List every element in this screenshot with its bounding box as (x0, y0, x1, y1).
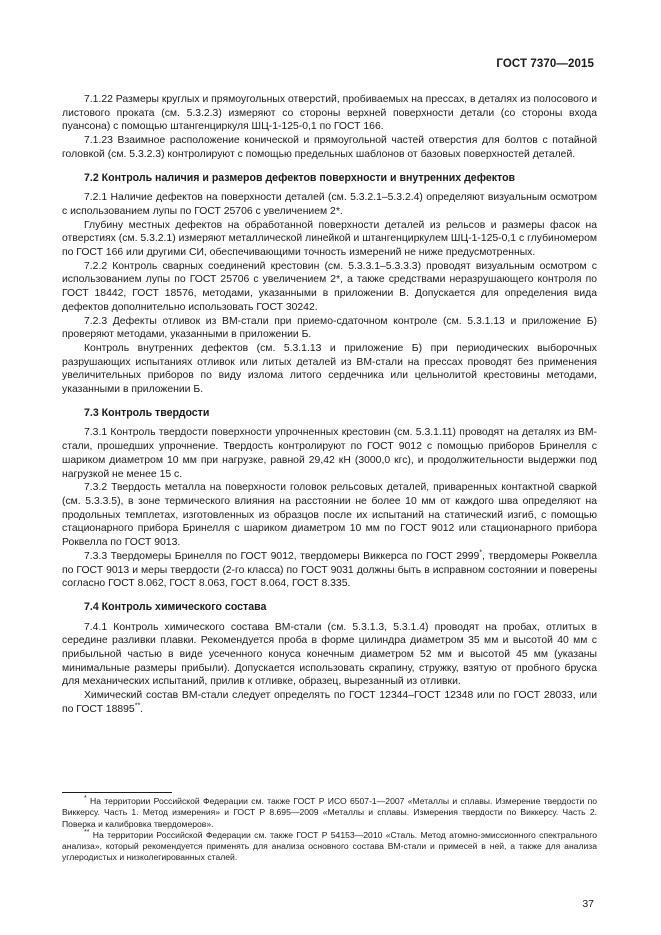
section-heading-7-3: 7.3 Контроль твердости (84, 406, 210, 419)
paragraph-7-4-1b-text-b: . (140, 703, 144, 715)
main-text (62, 93, 597, 717)
paragraph-7-2-3-continued: Контроль внутренних дефектов (см. 5.3.1.13 и приложение Б) при периодических выборочных разрушающих испытаниях отливок или литых деталей из ВМ-стали на прессах проводят без применения увеличительных приборов по виду излома литого сердечника или цельнолитой крестовины методами, указанными в приложении Б. (62, 342, 597, 396)
section-heading-7-2: 7.2 Контроль наличия и размеров дефектов поверхности и внутренних дефектов (84, 171, 516, 184)
paragraph-7-3-3 (62, 550, 597, 591)
paragraph-7-2-1: 7.2.1 Наличие дефектов на поверхности деталей (см. 5.3.2.1–5.3.2.4) определяют визуальным осмотром с использованием лупы по ГОСТ 25706 с увеличением 2*. (62, 192, 597, 217)
paragraph-7-4-1b-text-a: Химический состав ВМ-стали следует определять по ГОСТ 12344–ГОСТ 12348 или по ГОСТ 28033, или по ГОСТ 18895 (62, 690, 597, 715)
footnote-1-text: На территории Российской Федерации см. также ГОСТ Р ИСО 6507-1—2007 «Металлы и сплавы. Измерение твердости по Виккерсу. Часть 1. Метод измерения» и ГОСТ Р 8.695—2009 «Металлы и сплавы. Измерения твердости по Виккерсу. Часть 2. Поверка и калибровка твердомеров». (62, 796, 597, 829)
section-heading-7-4: 7.4 Контроль химического состава (84, 600, 267, 613)
footnote-1 (62, 796, 597, 830)
page-number: 37 (582, 898, 594, 910)
paragraph-7-3-2: 7.3.2 Твердость металла на поверхности головок рельсовых деталей, приваренных контактной сваркой (см. 5.3.3.5), в зоне термического влияния на расстоянии не более 10 мм от каждого шва определяют на продольных темплетах, изготовленных из образцов после их испытаний на статический изгиб, с помощью стационарного прибора Бринелля с шариком диаметром 10 мм по ГОСТ 9012 или стационарного прибора Роквелла по ГОСТ 9013. (62, 482, 597, 549)
footnote-2 (62, 830, 597, 864)
paragraph-7-2-1-continued: Глубину местных дефектов на обработанной поверхности деталей из рельсов и размеры фасок на отверстиях (см. 5.3.2.1) измеряют металлической линейкой и штангенциркулем ШЦ-1-125-0,1 с глубиномером по ГОСТ 166 или другими СИ, обеспечивающими точность измерений не ниже предусмотренных. (62, 219, 597, 259)
paragraph-7-4-1: 7.4.1 Контроль химического состава ВМ-стали (см. 5.3.1.3, 5.3.1.4) проводят на пробах, отлитых в середине разливки плавки. Рекомендуется проба в форме цилиндра диаметром 35 мм и высотой 40 мм с прибыльной частью в виде усеченного конуса конечным диаметром 52 мм и высотой 45 мм (указаны минимальные размеры прибыли). Допускается использовать скрапину, стружку, взятую от пробного бруска для механических испытаний, прилив к отливке, образец, вырезанный из отливки. (62, 621, 597, 688)
paragraph-7-3-3-text-b: , твердомеры Роквелла по ГОСТ 9013 и меры твердости (2-го класса) по ГОСТ 9031 должны быть в исправном состоянии и поверены согласно ГОСТ 8.062, ГОСТ 8.063, ГОСТ 8.064, ГОСТ 8.335. (62, 550, 597, 590)
footnote-ref-2: ** (134, 702, 141, 710)
paragraph-7-3-3-text-a: 7.3.3 Твердомеры Бринелля по ГОСТ 9012, твердомеры Виккерса по ГОСТ 2999 (84, 550, 480, 562)
paragraph-7-2-3: 7.2.3 Дефекты отливок из ВМ-стали при приемо-сдаточном контроле (см. 5.3.1.13 и приложение Б) проверяют методами, указанными в приложении Б. (62, 315, 597, 341)
paragraph-7-1-22: 7.1.22 Размеры круглых и прямоугольных отверстий, пробиваемых на прессах, в деталях из полосового и листового проката (см. 5.3.2.3) измеряют со стороны верхней поверхности детали (со стороны входа пуансона) с помощью штангенциркуля ШЦ-1-125-0,1 по ГОСТ 166. (62, 94, 597, 133)
paragraph-7-1-23: 7.1.23 Взаимное расположение конической и прямоугольной частей отверстия для болтов с потайной головкой (см. 5.3.2.3) контролируют с помощью предельных шаблонов от базовых поверхностей деталей. (62, 135, 597, 160)
footnotes (62, 792, 597, 864)
footnote-ref-1: * (479, 549, 483, 557)
paragraph-7-2-2: 7.2.2 Контроль сварных соединений крестовин (см. 5.3.3.1–5.3.3.3) проводят визуальным осмотром с использованием лупы по ГОСТ 25706 с увеличением 2*, а также средствами неразрушающего контроля по ГОСТ 18442, ГОСТ 18576, методами, указанными в приложении В. Допускается для определения вида дефектов дополнительно использовать ГОСТ 30242. (62, 260, 597, 313)
footnote-2-mark: ** (84, 829, 90, 837)
paragraph-7-4-1-continued (62, 689, 597, 716)
footnote-1-mark: * (84, 795, 87, 803)
footnote-divider (62, 792, 172, 793)
document-header: ГОСТ 7370—2015 (496, 58, 594, 70)
footnote-2-text: На территории Российской Федерации см. также ГОСТ Р 54153—2010 «Сталь. Метод атомно-эмиссионного спектрального анализа», который рекомендуется применять для анализа основного состава ВМ-стали и примесей в ней, а также для анализа углеродистых и низколегированных сталей. (62, 829, 597, 863)
paragraph-7-3-1: 7.3.1 Контроль твердости поверхности упрочненных крестовин (см. 5.3.1.11) проводят на деталях из ВМ-стали, прошедших упрочнение. Твердость контролируют по ГОСТ 9012 с помощью приборов Бринелля с шариком диаметром 10 мм при нагрузке, равной 29,42 кН (3000,0 кгс), и продолжительности выдержки под нагрузкой не менее 15 с. (62, 427, 597, 480)
